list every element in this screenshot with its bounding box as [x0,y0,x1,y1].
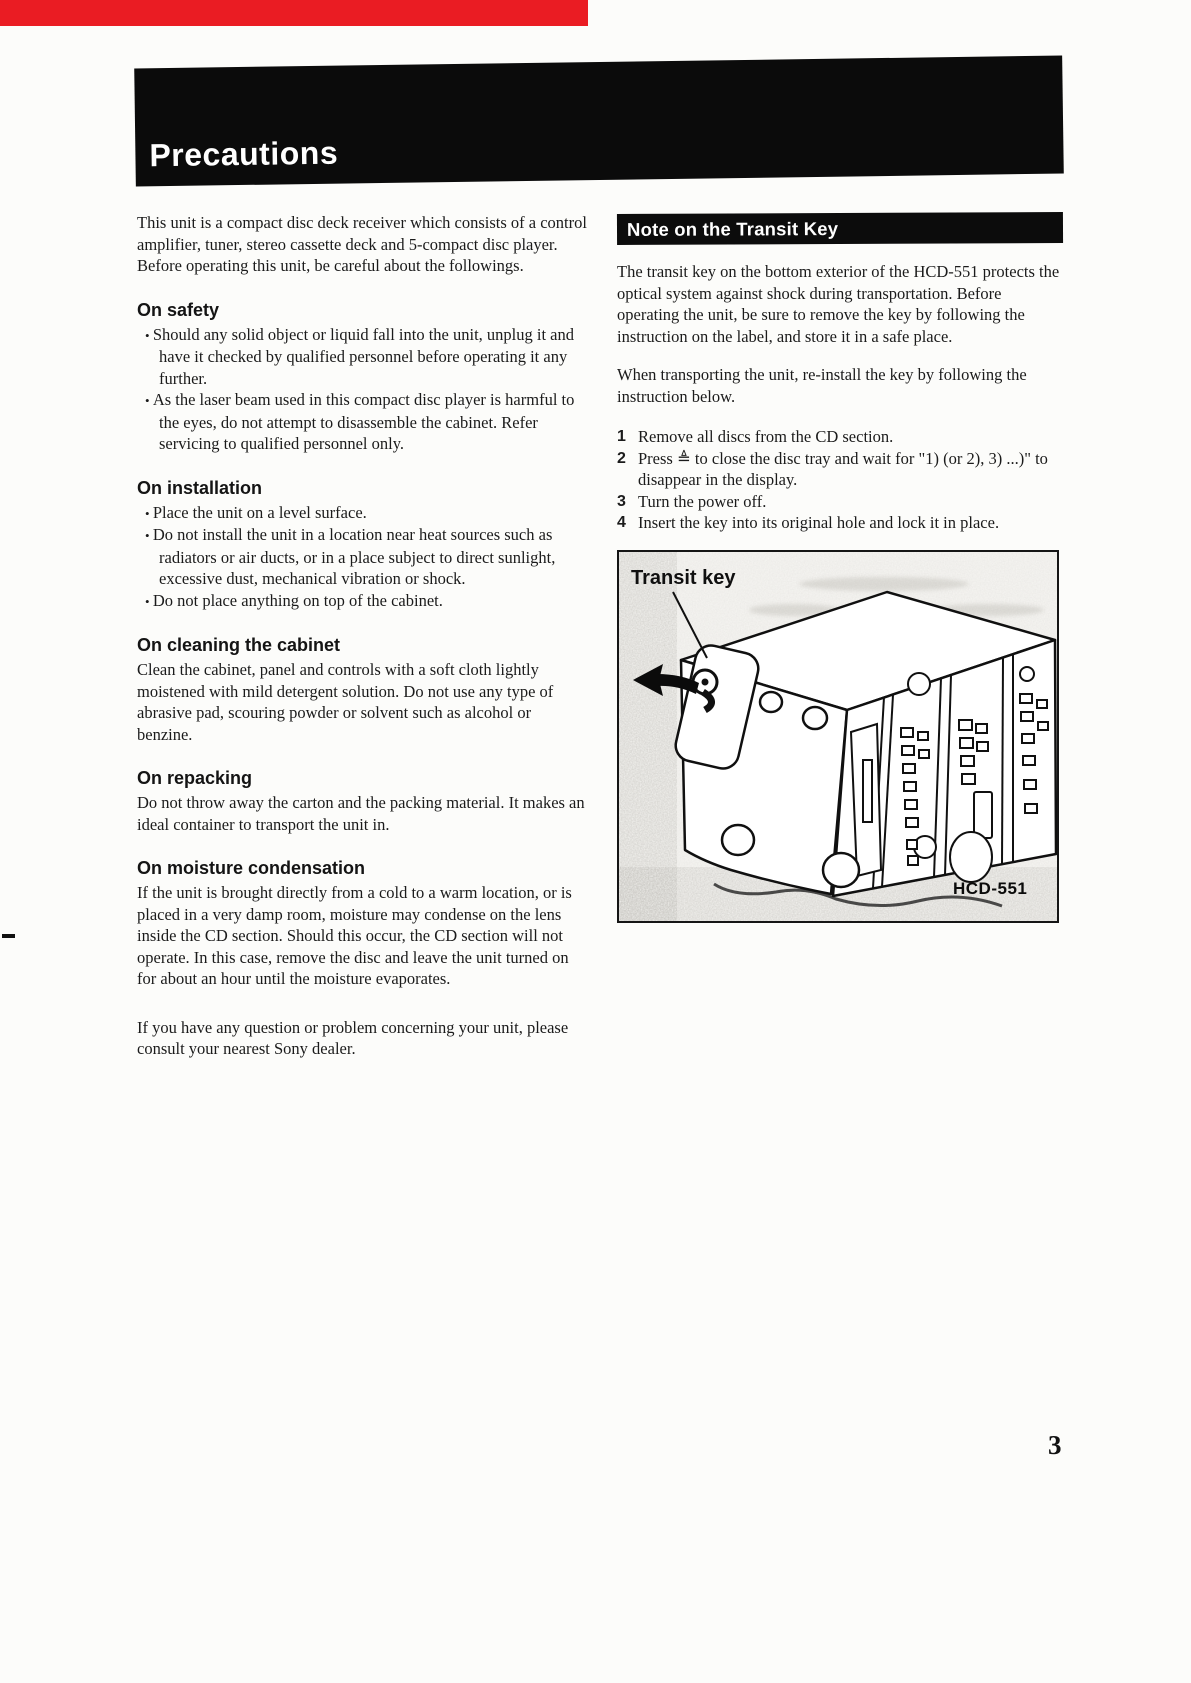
page-title-bar [134,56,1064,187]
bullet-item: • Do not place anything on top of the cabinet. [145,590,587,613]
page-number: 3 [1048,1430,1062,1460]
figure-label: Transit key [631,566,736,589]
step-number: 4 [617,514,626,531]
transit-key-figure [617,550,1059,923]
step-text: Turn the power off. [638,491,767,511]
note-header-bar [617,212,1063,245]
scan-grain-left [619,552,677,921]
scan-artifact-red-strip [0,0,588,26]
intro-paragraph-2: Before operating this unit, be careful about the followings. [137,256,524,275]
transit-key-paragraph-1: The transit key on the bottom exterior of the HCD-551 protects the optical system against shock during transportation. Before operating the unit, be sure to remove the key by following the instruction on the label, and store it in a safe place. [617,262,1060,346]
step-4 [617,512,1063,534]
safety-bullets [137,324,587,455]
step-number: 1 [617,428,626,445]
step-number: 3 [617,492,626,510]
step-2 [617,448,1063,491]
step-text: Press ≜ to close the disc tray and wait for "1) (or 2), 3) ...)" to disappear in the display. [638,448,1048,489]
bullet-item: • Place the unit on a level surface. [145,502,587,525]
section-heading-installation: On installation [137,477,263,498]
bullet-item: • As the laser beam used in this compact disc player is harmful to the eyes, do not attempt to disassemble the cabinet. Refer servicing to qualified personnel only. [145,389,587,455]
transit-key-steps [617,426,1063,534]
scan-artifact-dash [2,934,15,938]
step-1 [617,426,1063,448]
page-title: Precautions [149,134,339,174]
closing-paragraph: If you have any question or problem concerning your unit, please consult your nearest Sony dealer. [137,1017,569,1058]
installation-bullets [137,502,587,613]
section-heading-moisture: On moisture condensation [137,858,366,878]
note-header-title: Note on the Transit Key [626,217,839,240]
section-body-moisture: If the unit is brought directly from a cold to a warm location, or is placed in a very damp room, moisture may condense on the lens inside the CD section. Should this occur, the CD section will not operate. In this case, remove the disc and leave the unit turned on for about an hour until the moisture evaporates. [137,883,572,988]
right-column [617,213,1063,923]
unit-illustration [619,552,1057,921]
bullet-item: • Do not install the unit in a location near heat sources such as radiators or air ducts, or in a place subject to direct sunlight, excessive dust, mechanical vibration or shock. [145,524,587,590]
intro-paragraph: This unit is a compact disc deck receiver which consists of a control amplifier, tuner, stereo cassette deck and 5-compact disc player. [137,213,587,254]
section-heading-repacking: On repacking [137,768,253,788]
step-text: Insert the key into its original hole and lock it in place. [638,513,1000,532]
left-column [137,212,587,1060]
bullet-item: • Should any solid object or liquid fall into the unit, unplug it and have it checked by qualified personnel before operating it any further. [145,324,587,390]
model-label: HCD-551 [953,878,1028,898]
step-number: 2 [617,449,626,467]
section-body-cleaning: Clean the cabinet, panel and controls with a soft cloth lightly moistened with mild detergent solution. Do not use any type of abrasive pad, scouring powder or solvent such as alcohol or benzine. [137,660,554,744]
section-heading-safety: On safety [137,299,220,320]
step-3 [617,491,1063,513]
section-body-repacking: Do not throw away the carton and the packing material. It makes an ideal container to transport the unit in. [137,793,585,834]
transit-key-paragraph-2: When transporting the unit, re-install the key by following the instruction below. [617,365,1027,406]
step-text: Remove all discs from the CD section. [638,427,894,446]
section-heading-cleaning: On cleaning the cabinet [137,635,341,655]
